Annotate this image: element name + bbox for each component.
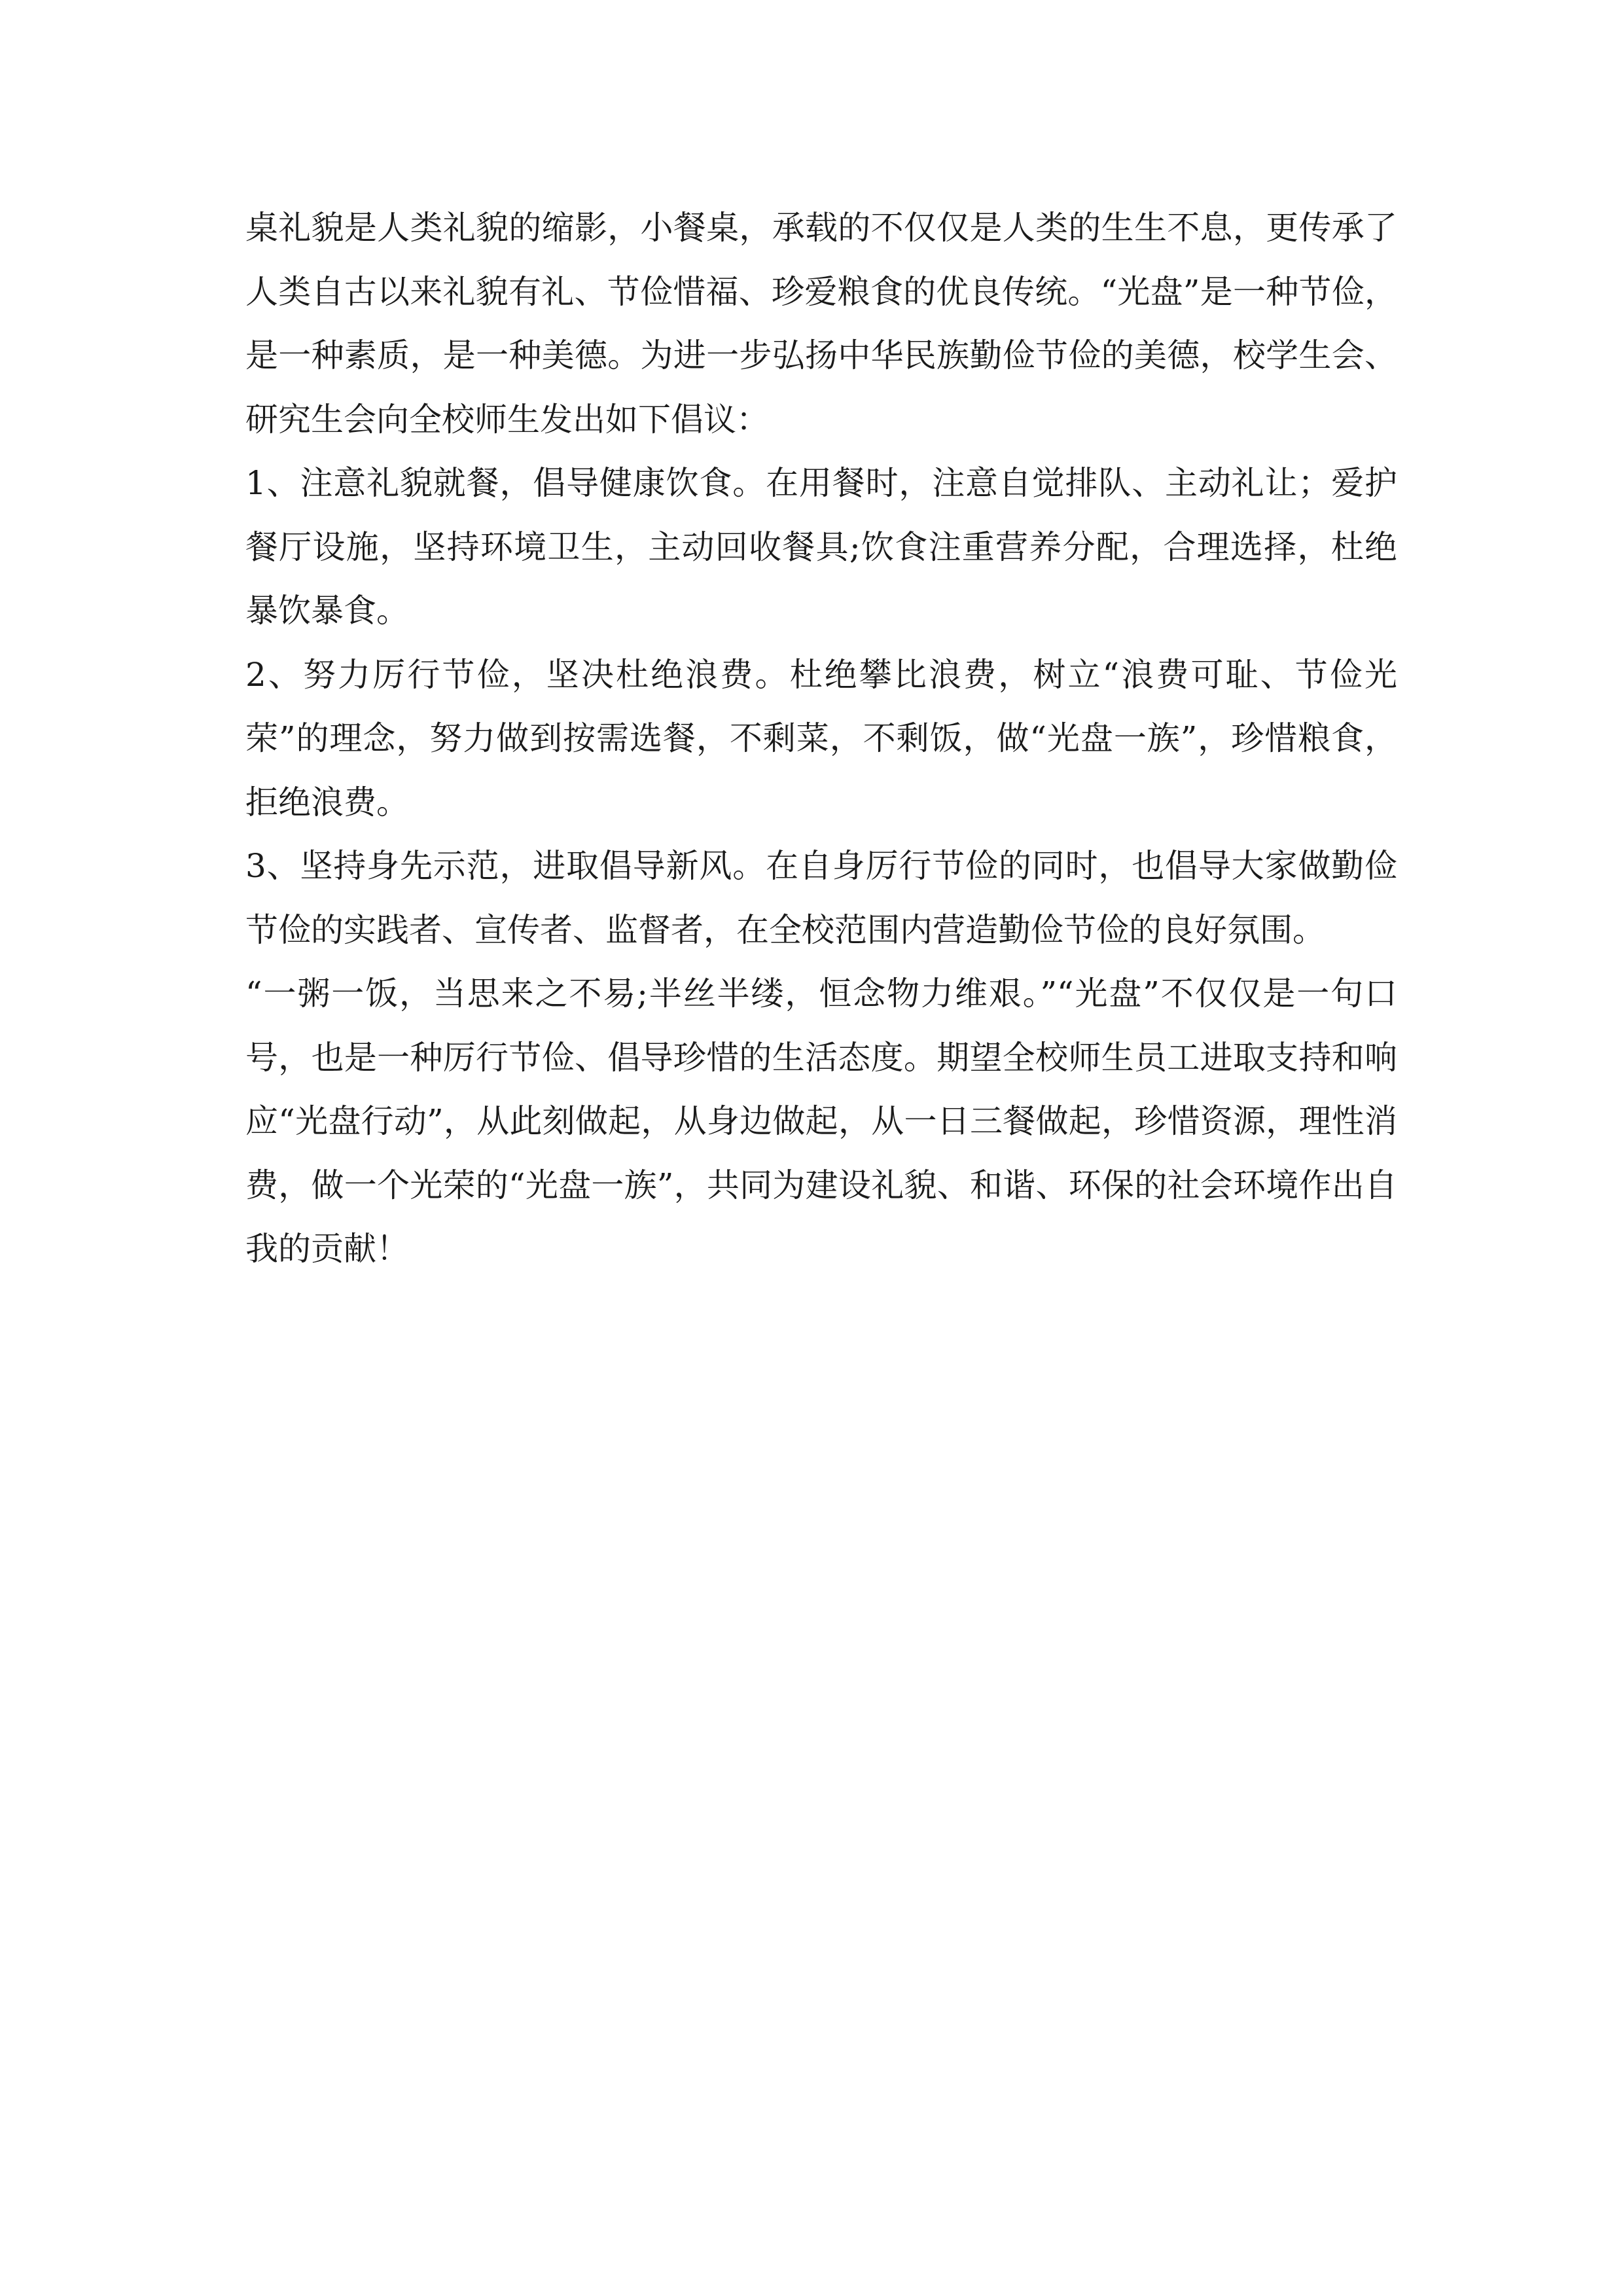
document-body: [245, 196, 1397, 1282]
proposal-3-paragraph: 3、坚持身先示范，进取倡导新风。在自身厉行节俭的同时，也倡导大家做勤俭节俭的实践者、宣传者、监督者，在全校范围内营造勤俭节俭的良好氛围。: [245, 847, 1397, 949]
intro-paragraph: 桌礼貌是人类礼貌的缩影，小餐桌，承载的不仅仅是人类的生生不息，更传承了人类自古以来礼貌有礼、节俭惜福、珍爱粮食的优良传统。“光盘”是一种节俭，是一种素质，是一种美德。为进一步弘扬中华民族勤俭节俭的美德，校学生会、研究生会向全校师生发出如下倡议：: [245, 209, 1397, 439]
proposal-1-paragraph: 1、注意礼貌就餐，倡导健康饮食。在用餐时，注意自觉排队、主动礼让；爱护餐厅设施，坚持环境卫生，主动回收餐具;饮食注重营养分配，合理选择，杜绝暴饮暴食。: [245, 464, 1397, 630]
proposal-2-paragraph: 2、努力厉行节俭，坚决杜绝浪费。杜绝攀比浪费，树立“浪费可耻、节俭光荣”的理念，努力做到按需选餐，不剩菜，不剩饭，做“光盘一族”，珍惜粮食，拒绝浪费。: [245, 655, 1397, 821]
closing-paragraph: “一粥一饭，当思来之不易;半丝半缕，恒念物力维艰。”“光盘”不仅仅是一句口号，也是一种厉行节俭、倡导珍惜的生活态度。期望全校师生员工进取支持和响应“光盘行动”，从此刻做起，从身边做起，从一日三餐做起，珍惜资源，理性消费，做一个光荣的“光盘一族”，共同为建设礼貌、和谐、环保的社会环境作出自我的贡献！: [245, 975, 1397, 1268]
